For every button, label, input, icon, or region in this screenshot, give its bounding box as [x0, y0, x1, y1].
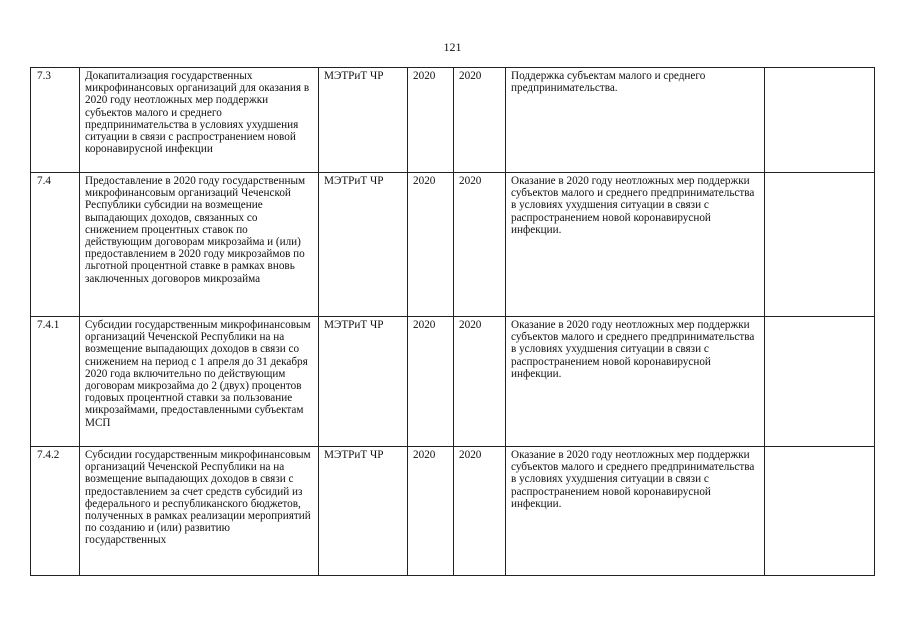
- end-year: 2020: [454, 317, 506, 447]
- end-year: 2020: [454, 68, 506, 173]
- table-body: [31, 68, 875, 576]
- measure-name: Субсидии государственным микрофинансовым организаций Чеченской Республики на на возмещение выпадающих доходов в связи со снижением на период с 1 апреля до 31 декабря 2020 года включительно по действующим договорам микрозайма до 2 (двух) процентов годовых процентной ставки за пользование микрозаймами, предоставленными субъектам МСП: [80, 317, 319, 447]
- table-row: [31, 317, 875, 447]
- executor: МЭТРиТ ЧР: [319, 68, 408, 173]
- executor: МЭТРиТ ЧР: [319, 173, 408, 317]
- expected-result: Оказание в 2020 году неотложных мер поддержки субъектов малого и среднего предпринимательства в условиях ухудшения ситуации в связи с распространением новой коронавирусной инфекции.: [506, 447, 765, 576]
- page-number: 121: [443, 40, 462, 54]
- executor: МЭТРиТ ЧР: [319, 317, 408, 447]
- row-number: 7.4.1: [31, 317, 80, 447]
- start-year: 2020: [408, 173, 454, 317]
- measure-name: Предоставление в 2020 году государственным микрофинансовым организаций Чеченской Республики субсидии на возмещение выпадающих доходов, связанных со снижением процентных ставок по действующим договорам микрозайма и (или) предоставлением в 2020 году микрозаймов по льготной процентной ставке в рамках вновь заключенных договоров микрозайма: [80, 173, 319, 317]
- expected-result: Оказание в 2020 году неотложных мер поддержки субъектов малого и среднего предпринимательства в условиях ухудшения ситуации в связи с распространением новой коронавирусной инфекции.: [506, 317, 765, 447]
- start-year: 2020: [408, 68, 454, 173]
- start-year: 2020: [408, 447, 454, 576]
- note-cell: [765, 317, 875, 447]
- row-number: 7.3: [31, 68, 80, 173]
- table-row: [31, 447, 875, 576]
- measure-name: Субсидии государственным микрофинансовым организаций Чеченской Республики на на возмещение выпадающих доходов в связи с предоставлением за счет средств субсидий из федерального и республиканского бюджетов, полученных в рамках реализации мероприятий по созданию и (или) развитию государственных: [80, 447, 319, 576]
- end-year: 2020: [454, 447, 506, 576]
- expected-result: Поддержка субъектам малого и среднего предпринимательства.: [506, 68, 765, 173]
- note-cell: [765, 173, 875, 317]
- row-number: 7.4.2: [31, 447, 80, 576]
- note-cell: [765, 68, 875, 173]
- table-row: [31, 173, 875, 317]
- row-number: 7.4: [31, 173, 80, 317]
- table-row: [31, 68, 875, 173]
- measures-table: [30, 67, 875, 576]
- expected-result: Оказание в 2020 году неотложных мер поддержки субъектов малого и среднего предпринимательства в условиях ухудшения ситуации в связи с распространением новой коронавирусной инфекции.: [506, 173, 765, 317]
- start-year: 2020: [408, 317, 454, 447]
- note-cell: [765, 447, 875, 576]
- executor: МЭТРиТ ЧР: [319, 447, 408, 576]
- measure-name: Докапитализация государственных микрофинансовых организаций для оказания в 2020 году неотложных мер поддержки субъектов малого и среднего предпринимательства в условиях ухудшения ситуации в связи с распространением новой коронавирусной инфекции: [80, 68, 319, 173]
- end-year: 2020: [454, 173, 506, 317]
